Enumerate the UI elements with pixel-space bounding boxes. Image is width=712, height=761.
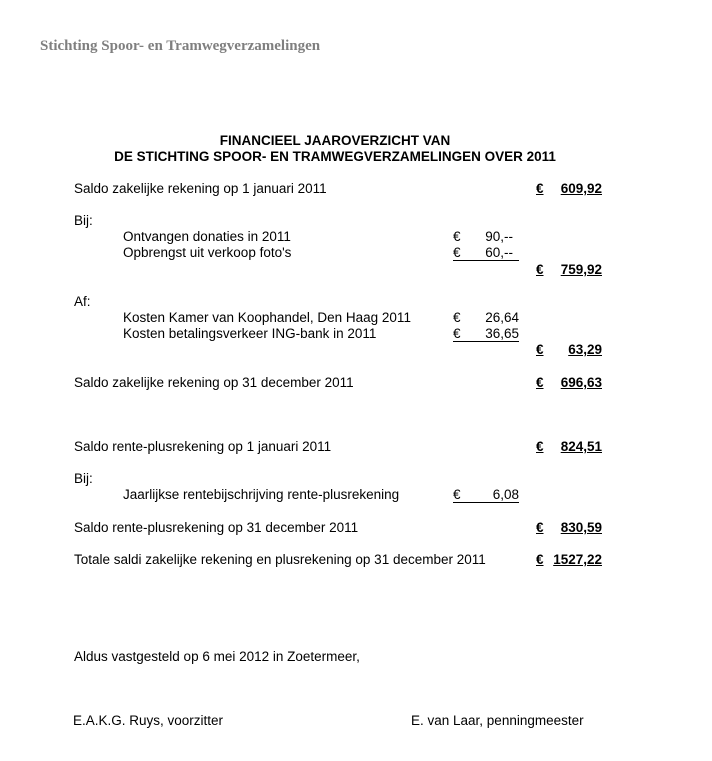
currency-symbol: € (536, 342, 544, 357)
expense-item-label: Kosten betalingsverkeer ING-bank in 2011 (123, 326, 377, 341)
statement-line: Aldus vastgesteld op 6 mei 2012 in Zoetermeer, (74, 649, 360, 664)
plus-closing-label: Saldo rente-plusrekening op 31 december 2011 (74, 520, 359, 535)
plus-income-heading: Bij: (74, 471, 93, 486)
currency-symbol: € (453, 229, 461, 244)
amount-value: 830,59 (560, 520, 602, 535)
signatory-treasurer: E. van Laar, penningmeester (411, 713, 584, 728)
plus-opening-label: Saldo rente-plusrekening op 1 januari 2011 (74, 439, 332, 454)
amount-value: 60,-- (485, 245, 513, 260)
amount-value: 63,29 (568, 342, 602, 357)
currency-symbol: € (453, 310, 461, 325)
currency-symbol: € (453, 487, 461, 502)
grand-total-label: Totale saldi zakelijke rekening en plusrekening op 31 december 2011 (74, 552, 486, 567)
currency-symbol: € (453, 245, 461, 260)
plus-income-item-label: Jaarlijkse rentebijschrijving rente-plusrekening (123, 487, 400, 502)
signatory-chair: E.A.K.G. Ruys, voorzitter (73, 713, 224, 728)
expense-item-label: Kosten Kamer van Koophandel, Den Haag 2011 (123, 310, 411, 325)
currency-symbol: € (536, 181, 544, 196)
currency-symbol: € (536, 262, 544, 277)
amount-value: 6,08 (492, 487, 519, 502)
income-item-amount (453, 245, 519, 261)
expense-item-amount (453, 326, 519, 342)
amount-value: 696,63 (560, 375, 602, 390)
currency-symbol: € (536, 520, 544, 535)
currency-symbol: € (536, 552, 544, 567)
currency-symbol: € (536, 375, 544, 390)
business-closing-label: Saldo zakelijke rekening op 31 december 2011 (74, 375, 354, 390)
plus-income-item-amount (453, 487, 519, 503)
business-opening-label: Saldo zakelijke rekening op 1 januari 2011 (74, 181, 327, 196)
amount-value: 36,65 (485, 326, 519, 341)
income-item-label: Ontvangen donaties in 2011 (123, 229, 291, 244)
document-title-line2: DE STICHTING SPOOR- EN TRAMWEGVERZAMELINGEN OVER 2011 (114, 149, 556, 164)
business-income-heading: Bij: (74, 213, 93, 228)
amount-value: 609,92 (560, 181, 602, 196)
amount-value: 1527,22 (553, 552, 602, 567)
amount-value: 824,51 (560, 439, 602, 454)
amount-value: 90,-- (485, 229, 513, 244)
business-expense-heading: Af: (74, 294, 91, 309)
currency-symbol: € (453, 326, 461, 341)
income-item-label: Opbrengst uit verkoop foto's (123, 245, 292, 260)
amount-value: 26,64 (485, 310, 519, 325)
document-title-line1: FINANCIEEL JAAROVERZICHT VAN (219, 133, 451, 148)
amount-value: 759,92 (560, 262, 602, 277)
organisation-header: Stichting Spoor- en Tramwegverzamelingen (40, 38, 321, 54)
currency-symbol: € (536, 439, 544, 454)
